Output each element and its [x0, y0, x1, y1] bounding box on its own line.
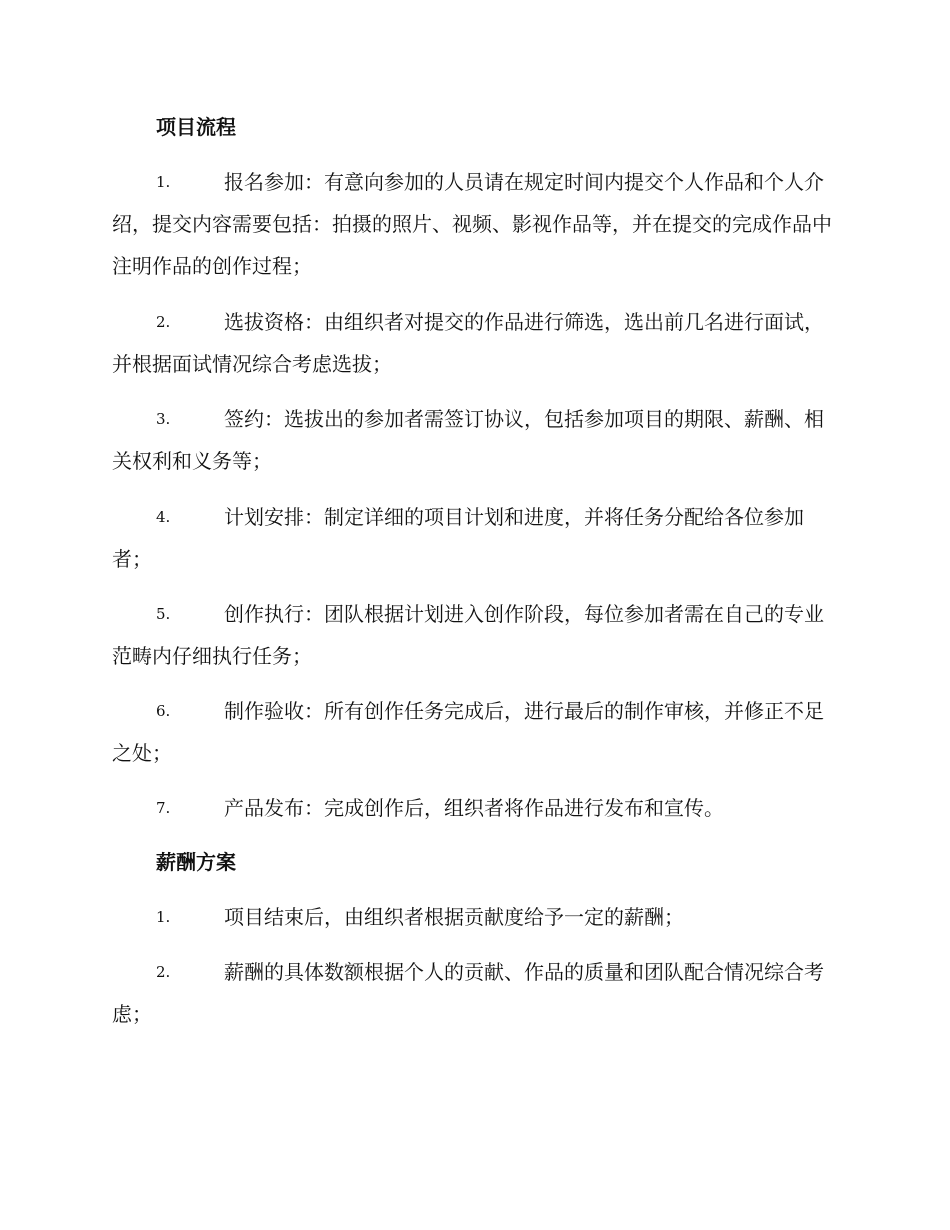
list-item — [112, 161, 834, 287]
list-item-number: 6. — [156, 702, 171, 720]
list-item-text: 报名参加：有意向参加的人员请在规定时间内提交个人作品和个人介绍，提交内容需要包括：拍摄的照片、视频、影视作品等，并在提交的完成作品中注明作品的创作过程； — [112, 170, 832, 278]
list-item — [112, 301, 834, 385]
list-item-number: 2. — [156, 963, 171, 981]
list-item — [112, 398, 834, 482]
list-item-text: 创作执行：团队根据计划进入创作阶段，每位参加者需在自己的专业范畴内仔细执行任务； — [112, 602, 824, 668]
list-item-number: 3. — [156, 410, 171, 428]
list-item-text: 产品发布：完成创作后，组织者将作品进行发布和宣传。 — [224, 796, 724, 820]
list-item-number: 1. — [156, 173, 171, 191]
list-item — [112, 593, 834, 677]
section-heading-salary: 薪酬方案 — [156, 850, 236, 874]
list-item — [112, 951, 834, 1035]
section-heading-process: 项目流程 — [156, 115, 236, 139]
list-item-number: 5. — [156, 605, 171, 623]
list-item-text: 选拔资格：由组织者对提交的作品进行筛选，选出前几名进行面试，并根据面试情况综合考虑选拔； — [112, 310, 824, 376]
list-item — [112, 496, 834, 580]
list-item — [112, 787, 834, 829]
list-item-text: 签约：选拔出的参加者需签订协议，包括参加项目的期限、薪酬、相关权利和义务等； — [112, 407, 824, 473]
list-item-number: 4. — [156, 508, 171, 526]
list-item-text: 制作验收：所有创作任务完成后，进行最后的制作审核，并修正不足之处； — [112, 699, 824, 765]
list-item-text: 薪酬的具体数额根据个人的贡献、作品的质量和团队配合情况综合考虑； — [112, 960, 824, 1026]
list-item-text: 项目结束后，由组织者根据贡献度给予一定的薪酬； — [224, 905, 684, 929]
list-item-number: 2. — [156, 313, 171, 331]
list-item-number: 1. — [156, 908, 171, 926]
list-item — [112, 896, 834, 938]
list-item-text: 计划安排：制定详细的项目计划和进度，并将任务分配给各位参加者； — [112, 505, 804, 571]
list-item — [112, 690, 834, 774]
list-item-number: 7. — [156, 799, 171, 817]
